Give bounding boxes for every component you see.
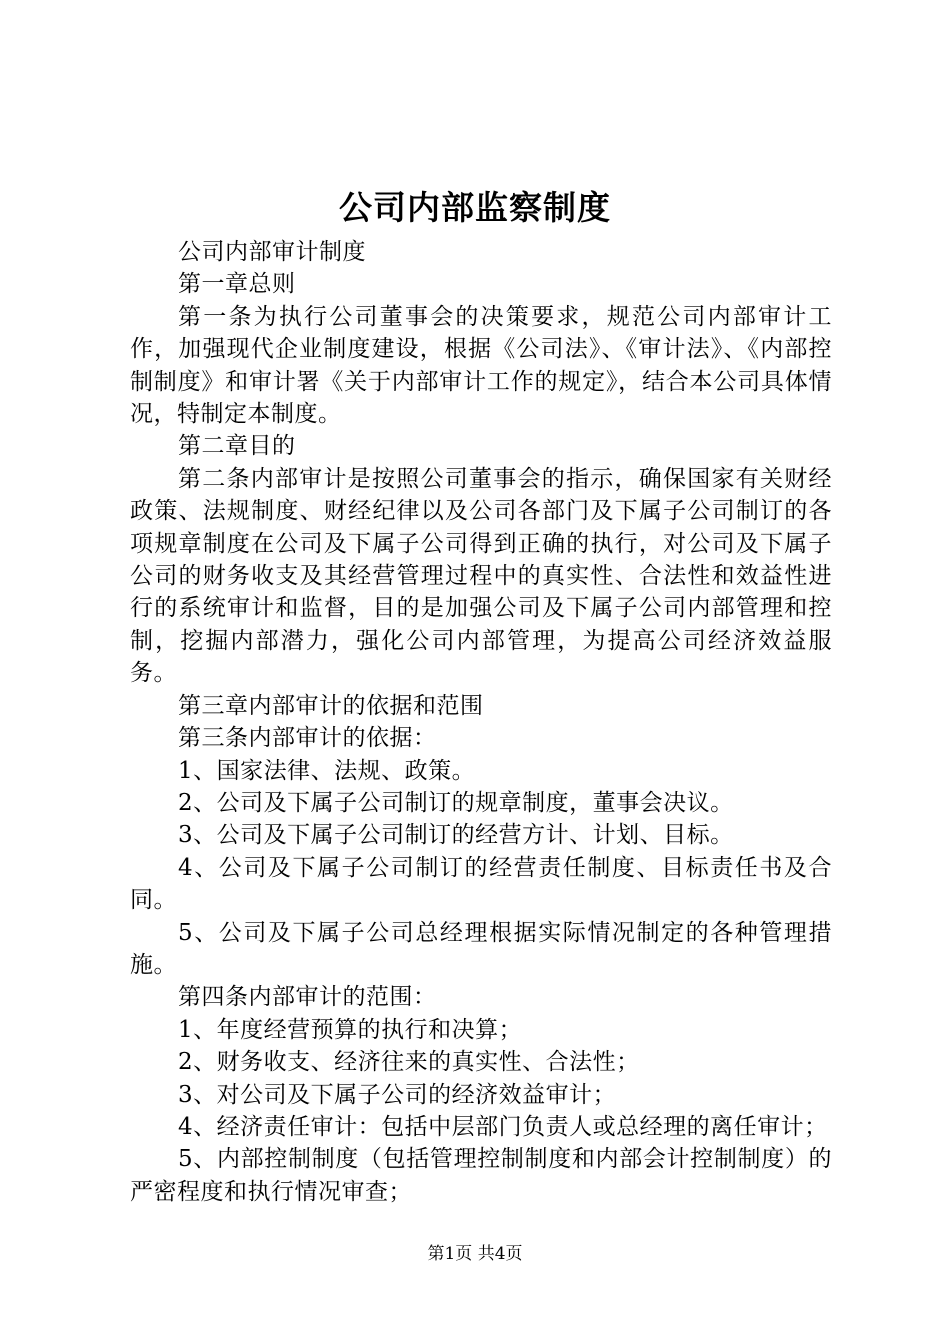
list-item: 3、公司及下属子公司制订的经营方计、计划、目标。 (178, 822, 734, 849)
paragraph: 公司内部审计制度 (178, 239, 366, 265)
paragraph: 第一条为执行公司董事会的决策要求，规范公司内部审计工作，加强现代企业制度建设，根据《公司法》、《审计法》、《内部控制制度》和审计署《关于内部审计工作的规定》，结合本公司具体情况，特制定本制度。 (130, 303, 832, 428)
paragraph: 第四条内部审计的范围： (178, 984, 437, 1011)
paragraph: 第二条内部审计是按照公司董事会的指示，确保国家有关财经政策、法规制度、财经纪律以及公司各部门及下属子公司制订的各项规章制度在公司及下属子公司得到正确的执行，对公司及下属子公司的财务收支及其经营管理过程中的真实性、合法性和效益性进行的系统审计和监督，目的是加强公司及下属子公司内部管理和控制，挖掘内部潜力，强化公司内部管理，为提高公司经济效益服务。 (130, 465, 832, 687)
list-item: 4、经济责任审计：包括中层部门负责人或总经理的离任审计； (178, 1113, 828, 1140)
paragraph: 第三条内部审计的依据： (178, 725, 437, 752)
page-number: 第1页 共4页 (427, 1244, 523, 1264)
list-item: 5、公司及下属子公司总经理根据实际情况制定的各种管理措施。 (130, 919, 832, 978)
chapter-heading: 第一章总则 (178, 271, 296, 298)
list-item: 1、国家法律、法规、政策。 (178, 757, 476, 784)
list-item: 2、财务收支、经济往来的真实性、合法性； (178, 1049, 640, 1076)
list-item: 1、年度经营预算的执行和决算； (178, 1016, 523, 1043)
document-title: 公司内部监察制度 (339, 188, 611, 227)
document-body (130, 236, 832, 1208)
chapter-heading: 第二章目的 (178, 433, 296, 460)
chapter-heading: 第三章内部审计的依据和范围 (178, 692, 484, 719)
list-item: 5、内部控制制度（包括管理控制制度和内部会计控制制度）的严密程度和执行情况审查； (130, 1146, 832, 1205)
list-item: 4、公司及下属子公司制订的经营责任制度、目标责任书及合同。 (130, 854, 832, 914)
list-item: 2、公司及下属子公司制订的规章制度，董事会决议。 (178, 789, 734, 816)
list-item: 3、对公司及下属子公司的经济效益审计； (178, 1081, 617, 1108)
